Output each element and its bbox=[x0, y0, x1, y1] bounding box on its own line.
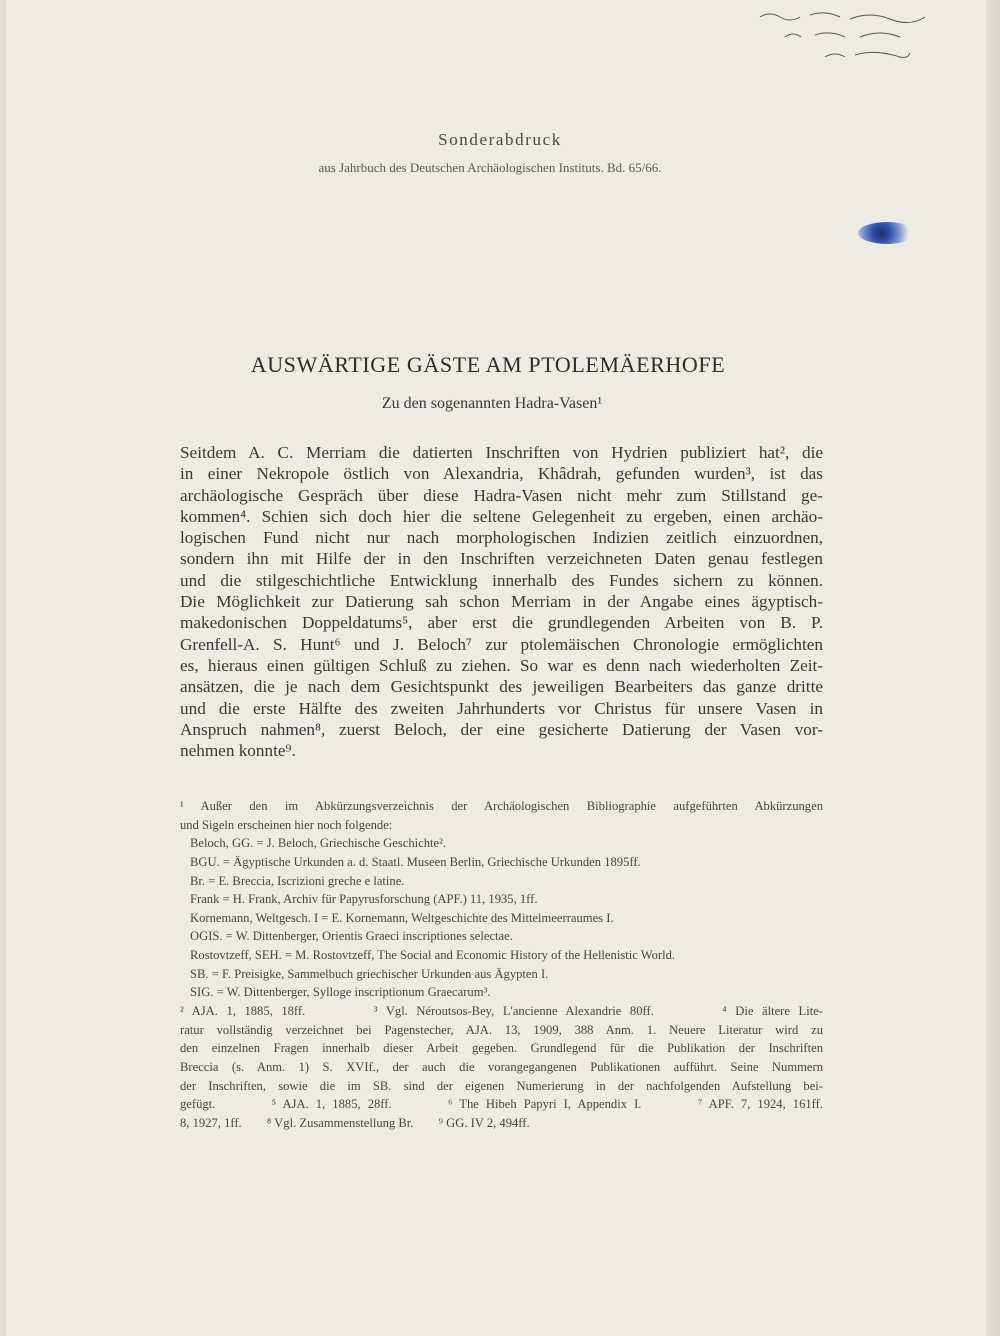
offprint-label: Sonderabdruck bbox=[438, 130, 562, 149]
text-line: ¹ Außer den im Abkürzungsverzeichnis der Archäologischen Bibliographie aufgeführten Abkürzungen bbox=[180, 799, 823, 813]
article-subtitle: Zu den sogenannten Hadra-Vasen¹ bbox=[381, 395, 603, 412]
text-line: es, hieraus einen gültigen Schluß zu ziehen. So war es denn nach wiederholten Zeit- bbox=[180, 655, 823, 675]
text-line: ratur vollständig verzeichnet bei Pagenstecher, AJA. 13, 1909, 388 Anm. 1. Neuere Literatur wird zu bbox=[180, 1022, 823, 1037]
text-line: der Inschriften, sowie die im SB. sind der eigenen Numerierung in der nachfolgenden Aufstellung bei- bbox=[180, 1078, 823, 1093]
text-line: Beloch, GG. = J. Beloch, Griechische Geschichte². bbox=[190, 836, 447, 851]
text-line: Die Möglichkeit zur Datierung sah schon Merriam in der Angabe eines ägyptisch- bbox=[180, 592, 823, 612]
text-line: ansätzen, die je nach dem Gesichtspunkt des jeweiligen Bearbeiters das ganze dritte bbox=[180, 677, 823, 697]
text-line: Rostovtzeff, SEH. = M. Rostovtzeff, The Social and Economic History of the Hellenistic World. bbox=[190, 948, 676, 963]
text-line: in einer Nekropole östlich von Alexandria, Khâdrah, gefunden wurden³, ist das bbox=[180, 464, 823, 484]
text-line: SIG. = W. Dittenberger, Sylloge inscriptionum Graecarum³. bbox=[190, 985, 491, 1000]
text-line: Seitdem A. C. Merriam die datierten Inschriften von Hydrien publiziert hat², die bbox=[180, 443, 823, 462]
text-line: nehmen konnte⁹. bbox=[180, 741, 296, 761]
text-line: BGU. = Ägyptische Urkunden a. d. Staatl. Museen Berlin, Griechische Urkunden 1895ff. bbox=[190, 854, 641, 869]
text-line: Frank = H. Frank, Archiv für Papyrusforschung (APF.) 11, 1935, 1ff. bbox=[190, 892, 538, 907]
text-line: ² AJA. 1, 1885, 18ff. ³ Vgl. Néroutsos-Bey, L'ancienne Alexandrie 80ff. ⁴ Die ältere Lite- bbox=[180, 1004, 823, 1019]
text-line: Anspruch nahmen⁸, zuerst Beloch, der eine gesicherte Datierung der Vasen vor- bbox=[180, 719, 823, 739]
article-title: AUSWÄRTIGE GÄSTE AM PTOLEMÄERHOFE bbox=[250, 352, 726, 377]
text-line: archäologische Gespräch über diese Hadra-Vasen nicht mehr zum Stillstand ge- bbox=[180, 485, 823, 505]
text-line: 8, 1927, 1ff. ⁸ Vgl. Zusammenstellung Br. ⁹ GG. IV 2, 494ff. bbox=[180, 1115, 530, 1130]
text-line: makedonischen Doppeldatums⁵, aber erst die grundlegenden Arbeiten von B. P. bbox=[180, 613, 823, 633]
page-right-edge bbox=[986, 0, 1000, 1336]
text-line: Br. = E. Breccia, Iscrizioni greche e latine. bbox=[190, 873, 405, 888]
text-line: Breccia (s. Anm. 1) S. XVIf., der auch die vorangegangenen Publikationen aufführt. Seine Nummern bbox=[180, 1059, 823, 1074]
body-paragraph bbox=[180, 442, 823, 761]
text-line: den einzelnen Fragen innerhalb dieser Arbeit gegeben. Grundlegend für die Publikation der Inschriften bbox=[180, 1041, 823, 1056]
footnotes bbox=[180, 797, 823, 1133]
text-line: kommen⁴. Schien sich doch hier die seltene Gelegenheit zu ergeben, einen archäo- bbox=[180, 506, 823, 526]
source-line: aus Jahrbuch des Deutschen Archäologischen Instituts. Bd. 65/66. bbox=[318, 160, 662, 175]
text-line: und die erste Hälfte des zweiten Jahrhunderts vor Christus für unsere Vasen in bbox=[180, 698, 823, 718]
text-line: Kornemann, Weltgesch. I = E. Kornemann, Weltgeschichte des Mittelmeerraumes I. bbox=[190, 910, 614, 925]
text-line: SB. = F. Preisigke, Sammelbuch griechischer Urkunden aus Ägypten I. bbox=[190, 966, 549, 981]
text-line: OGIS. = W. Dittenberger, Orientis Graeci inscriptiones selectae. bbox=[190, 929, 513, 944]
ink-blot bbox=[858, 222, 916, 244]
handwritten-note bbox=[755, 5, 935, 65]
text-line: und die stilgeschichtliche Entwicklung innerhalb des Fundes sichern zu können. bbox=[180, 570, 823, 590]
text-line: und Sigeln erscheinen hier noch folgende: bbox=[180, 817, 393, 832]
text-line: logischen Fund nicht nur nach morphologischen Indizien zeitlich einzuordnen, bbox=[180, 528, 823, 548]
text-line: Grenfell-A. S. Hunt⁶ und J. Beloch⁷ zur ptolemäischen Chronologie ermöglichten bbox=[180, 634, 823, 654]
page-left-edge bbox=[0, 0, 6, 1336]
text-line: sondern ihn mit Hilfe der in den Inschriften verzeichneten Daten genau festlegen bbox=[180, 549, 823, 569]
text-line: gefügt. ⁵ AJA. 1, 1885, 28ff. ⁶ The Hibeh Papyri I, Appendix I. ⁷ APF. 7, 1924, 161ff. bbox=[180, 1097, 823, 1112]
